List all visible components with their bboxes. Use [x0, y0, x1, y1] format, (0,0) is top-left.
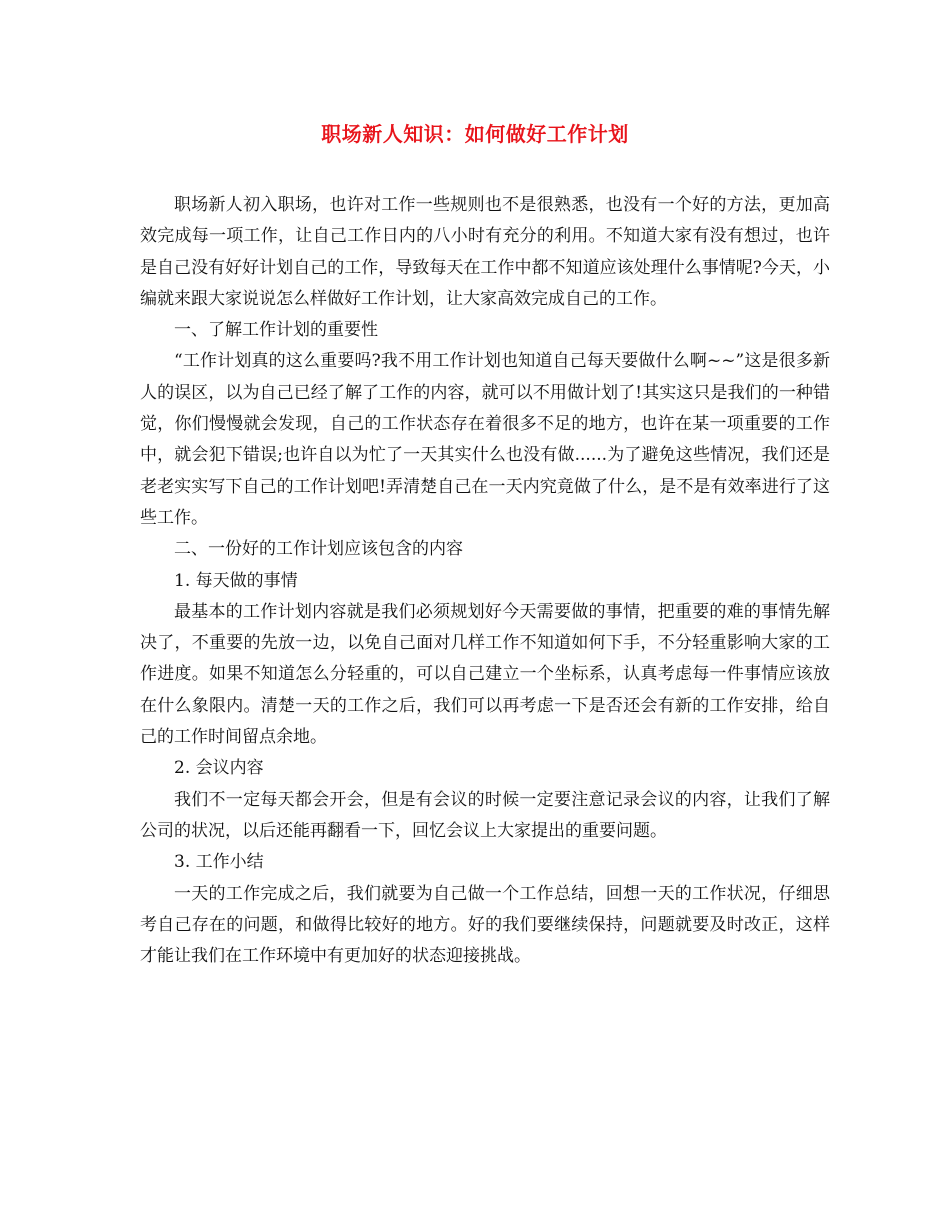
document-title: 职场新人知识：如何做好工作计划 — [321, 122, 629, 146]
daily-tasks-paragraph: 最基本的工作计划内容就是我们必须规划好今天需要做的事情，把重要的难的事情先解决了，不重要的先放一边，以免自己面对几样工作不知道如何下手，不分轻重影响大家的工作进度。如果不知道怎么分轻重的，可以自己建立一个坐标系，认真考虑每一件事情应该放在什么象限内。清楚一天的工作之后，我们可以再考虑一下是否还会有新的工作安排，给自己的工作时间留点余地。 — [140, 601, 830, 748]
subheading-daily-tasks: 1. 每天做的事情 — [174, 570, 298, 591]
subheading-summary: 3. 工作小结 — [174, 852, 264, 873]
meeting-paragraph: 我们不一定每天都会开会，但是有会议的时候一定要注意记录会议的内容，让我们了解公司的状况，以后还能再翻看一下，回忆会议上大家提出的重要问题。 — [140, 789, 830, 841]
importance-paragraph: “工作计划真的这么重要吗?我不用工作计划也知道自己每天要做什么啊~~”这是很多新人的误区，以为自己已经了解了工作的内容，就可以不用做计划了!其实这只是我们的一种错觉，你们慢慢就会发现，自己的工作状态存在着很多不足的地方，也许在某一项重要的工作中，就会犯下错误;也许自以为忙了一天其实什么也没有做......为了避免这些情况，我们还是老老实实写下自己的工作计划吧!弄清楚自己在一天内究竟做了什么，是不是有效率进行了这些工作。 — [140, 351, 830, 528]
section-heading-content: 二、一份好的工作计划应该包含的内容 — [174, 539, 463, 560]
subheading-meeting: 2. 会议内容 — [174, 758, 264, 779]
summary-paragraph: 一天的工作完成之后，我们就要为自己做一个工作总结，回想一天的工作状况，仔细思考自己存在的问题，和做得比较好的地方。好的我们要继续保持，问题就要及时改正，这样才能让我们在工作环境中有更加好的状态迎接挑战。 — [140, 883, 830, 967]
document-body — [140, 190, 830, 972]
intro-paragraph: 职场新人初入职场，也许对工作一些规则也不是很熟悉，也没有一个好的方法，更加高效完成每一项工作，让自己工作日内的八小时有充分的利用。不知道大家有没有想过，也许是自己没有好好计划自己的工作，导致每天在工作中都不知道应该处理什么事情呢?今天，小编就来跟大家说说怎么样做好工作计划，让大家高效完成自己的工作。 — [140, 195, 830, 309]
section-heading-importance: 一、了解工作计划的重要性 — [174, 320, 378, 341]
